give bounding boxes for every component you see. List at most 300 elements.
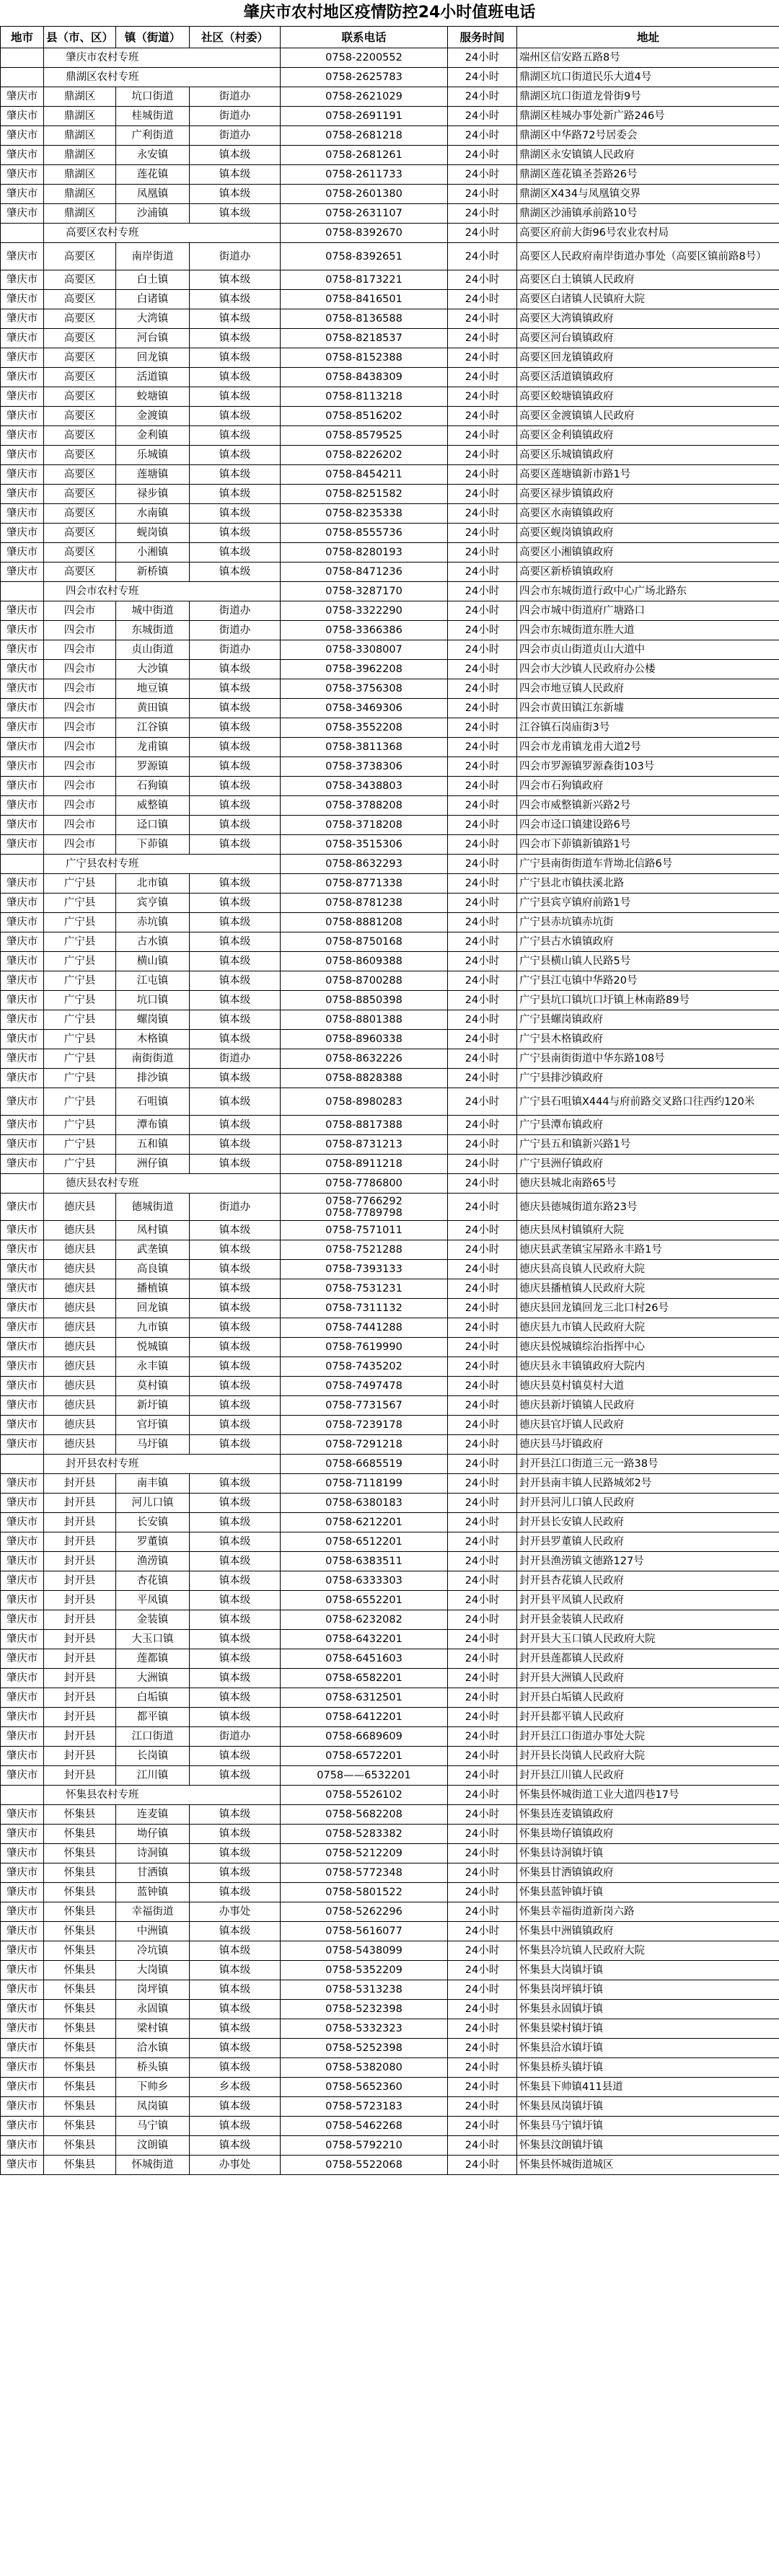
cell-service-time: 24小时: [448, 738, 517, 757]
cell-city: 肇庆市: [1, 1630, 44, 1649]
cell-county: 怀集县: [44, 1883, 116, 1902]
cell-town: 甘洒镇: [116, 1863, 190, 1883]
table-row: [1, 1494, 779, 1513]
cell-address: 广宁县横山镇人民路5号: [517, 952, 779, 971]
cell-phone: 0758-7571011: [281, 1221, 448, 1240]
cell-address: 高要区水南镇镇政府: [517, 504, 779, 524]
cell-community: 镇本级: [190, 738, 281, 757]
cell-phone: 0758-5522068: [281, 2156, 448, 2175]
cell-county: 怀集县: [44, 1805, 116, 1825]
cell-address: 高要区白土镇镇人民政府: [517, 270, 779, 290]
cell-town: 渔涝镇: [116, 1552, 190, 1571]
table-row: [1, 1961, 779, 1980]
table-row: [1, 2136, 779, 2156]
cell-service-time: 24小时: [448, 1727, 517, 1747]
cell-phone: 0758-6312501: [281, 1688, 448, 1708]
cell-community: 街道办: [190, 601, 281, 621]
table-row: [1, 1591, 779, 1610]
cell-town: 诗洞镇: [116, 1844, 190, 1863]
cell-county: 高要区: [44, 309, 116, 329]
cell-service-time: 24小时: [448, 2136, 517, 2156]
table-row: [1, 1571, 779, 1591]
cell-service-time: 24小时: [448, 368, 517, 387]
table-row: [1, 563, 779, 582]
cell-address: 高要区金利镇镇政府: [517, 426, 779, 446]
cell-county: 德庆县: [44, 1221, 116, 1240]
cell-town: 河儿口镇: [116, 1494, 190, 1513]
cell-address: 封开县江口街道三元一路38号: [517, 1455, 779, 1474]
cell-city: 肇庆市: [1, 524, 44, 543]
cell-service-time: 24小时: [448, 387, 517, 407]
cell-service-time: 24小时: [448, 107, 517, 126]
table-row: [1, 524, 779, 543]
cell-address: 高要区莲塘镇新市路1号: [517, 465, 779, 485]
table-row: [1, 1630, 779, 1649]
cell-county: 德庆县: [44, 1435, 116, 1455]
cell-address: 封开县杏花镇人民政府: [517, 1571, 779, 1591]
table-row: [1, 660, 779, 679]
table-row: [1, 582, 779, 601]
table-body: [1, 48, 779, 2175]
cell-community: 镇本级: [190, 446, 281, 465]
cell-city: 肇庆市: [1, 146, 44, 165]
cell-service-time: 24小时: [448, 1240, 517, 1260]
cell-community: 街道办: [190, 87, 281, 107]
table-row: [1, 204, 779, 224]
table-row: [1, 1766, 779, 1786]
cell-hotline-name: 四会市农村专班: [44, 582, 281, 601]
table-row: [1, 952, 779, 971]
cell-community: 镇本级: [190, 543, 281, 563]
cell-service-time: 24小时: [448, 1649, 517, 1669]
cell-address: 高要区禄步镇镇政府: [517, 485, 779, 504]
cell-town: 官圩镇: [116, 1416, 190, 1435]
cell-address: 四会市黄田镇江东新墟: [517, 699, 779, 718]
cell-phone: 0758-8438309: [281, 368, 448, 387]
cell-phone: 0758-5283382: [281, 1825, 448, 1844]
cell-service-time: 24小时: [448, 1010, 517, 1030]
cell-phone: 0758-7291218: [281, 1435, 448, 1455]
cell-county: 德庆县: [44, 1377, 116, 1396]
cell-town: 蓝钟镇: [116, 1883, 190, 1902]
cell-phone: 0758-8781238: [281, 894, 448, 913]
table-row: [1, 855, 779, 874]
cell-service-time: 24小时: [448, 1494, 517, 1513]
cell-phone: 0758-2691191: [281, 107, 448, 126]
cell-town: 南街街道: [116, 1049, 190, 1069]
table-row: [1, 543, 779, 563]
cell-phone: 0758-8555736: [281, 524, 448, 543]
cell-address: 封开县大洲镇人民政府: [517, 1669, 779, 1688]
header-town: 镇（街道）: [116, 27, 190, 48]
cell-community: 镇本级: [190, 1922, 281, 1941]
cell-town: 怀城街道: [116, 2156, 190, 2175]
cell-community: 镇本级: [190, 1980, 281, 2000]
table-row: [1, 1532, 779, 1552]
cell-phone: 0758-6380183: [281, 1494, 448, 1513]
cell-service-time: 24小时: [448, 1088, 517, 1116]
cell-phone: 0758-8801388: [281, 1010, 448, 1030]
cell-phone: 0758-5382080: [281, 2058, 448, 2078]
cell-hotline-name: 肇庆市农村专班: [44, 48, 281, 68]
cell-county: 怀集县: [44, 2097, 116, 2117]
cell-city: 肇庆市: [1, 1825, 44, 1844]
cell-city: 肇庆市: [1, 309, 44, 329]
cell-hotline-name: 鼎湖区农村专班: [44, 68, 281, 87]
cell-city: 肇庆市: [1, 426, 44, 446]
cell-service-time: 24小时: [448, 874, 517, 894]
cell-town: 冷坑镇: [116, 1941, 190, 1961]
cell-city: 肇庆市: [1, 270, 44, 290]
cell-city: 肇庆市: [1, 290, 44, 309]
cell-service-time: 24小时: [448, 465, 517, 485]
cell-service-time: 24小时: [448, 2058, 517, 2078]
cell-phone: 0758-6572201: [281, 1747, 448, 1766]
cell-service-time: 24小时: [448, 1571, 517, 1591]
table-row: [1, 1069, 779, 1088]
cell-service-time: 24小时: [448, 1922, 517, 1941]
cell-county: 怀集县: [44, 1980, 116, 2000]
table-row: [1, 1669, 779, 1688]
cell-service-time: 24小时: [448, 894, 517, 913]
cell-town: 莲都镇: [116, 1649, 190, 1669]
cell-community: 镇本级: [190, 777, 281, 796]
cell-phone: 0758-8416501: [281, 290, 448, 309]
cell-address: 怀集县冷坑镇人民政府大院: [517, 1941, 779, 1961]
cell-town: 莲塘镇: [116, 465, 190, 485]
cell-town: 城中街道: [116, 601, 190, 621]
cell-town: 禄步镇: [116, 485, 190, 504]
cell-address: 高要区蛟塘镇镇政府: [517, 387, 779, 407]
cell-town: 木格镇: [116, 1030, 190, 1049]
cell-town: 悦城镇: [116, 1338, 190, 1357]
cell-service-time: 24小时: [448, 126, 517, 146]
table-row: [1, 426, 779, 446]
cell-community: 镇本级: [190, 1135, 281, 1155]
cell-community: 镇本级: [190, 1416, 281, 1435]
cell-service-time: 24小时: [448, 2039, 517, 2058]
cell-county: 德庆县: [44, 1318, 116, 1338]
table-row: [1, 601, 779, 621]
cell-county: 怀集县: [44, 1863, 116, 1883]
cell-town: 九市镇: [116, 1318, 190, 1338]
cell-city: 肇庆市: [1, 1961, 44, 1980]
cell-service-time: 24小时: [448, 1630, 517, 1649]
table-row: [1, 2156, 779, 2175]
cell-phone: 0758-8632293: [281, 855, 448, 874]
cell-address: 怀集县中洲镇镇政府: [517, 1922, 779, 1941]
cell-city: 肇庆市: [1, 2136, 44, 2156]
cell-phone: 0758-5792210: [281, 2136, 448, 2156]
cell-address: 四会市石狗镇政府: [517, 777, 779, 796]
cell-county: 广宁县: [44, 874, 116, 894]
cell-phone: 0758-6432201: [281, 1630, 448, 1649]
cell-city: 肇庆市: [1, 563, 44, 582]
cell-town: 坑口街道: [116, 87, 190, 107]
cell-community: 镇本级: [190, 465, 281, 485]
cell-town: 潭布镇: [116, 1116, 190, 1135]
table-row: [1, 290, 779, 309]
cell-county: 怀集县: [44, 2019, 116, 2039]
cell-county: 鼎湖区: [44, 204, 116, 224]
cell-city: 肇庆市: [1, 543, 44, 563]
cell-county: 德庆县: [44, 1194, 116, 1221]
cell-city: [1, 1455, 44, 1474]
cell-phone: 0758-3308007: [281, 640, 448, 660]
cell-address: 怀集县汶朗镇圩镇: [517, 2136, 779, 2156]
cell-town: 莲花镇: [116, 165, 190, 185]
cell-city: 肇庆市: [1, 1377, 44, 1396]
cell-community: 镇本级: [190, 1649, 281, 1669]
cell-address: 江谷镇石岗庙街3号: [517, 718, 779, 738]
cell-town: 新圩镇: [116, 1396, 190, 1416]
cell-county: 四会市: [44, 777, 116, 796]
cell-town: 大洲镇: [116, 1669, 190, 1688]
cell-community: 镇本级: [190, 1338, 281, 1357]
cell-city: 肇庆市: [1, 107, 44, 126]
cell-community: 镇本级: [190, 1474, 281, 1494]
cell-town: 迳口镇: [116, 816, 190, 835]
table-row: [1, 1240, 779, 1260]
cell-service-time: 24小时: [448, 796, 517, 816]
cell-service-time: 24小时: [448, 640, 517, 660]
cell-service-time: 24小时: [448, 1766, 517, 1786]
cell-county: 高要区: [44, 485, 116, 504]
cell-service-time: 24小时: [448, 952, 517, 971]
cell-phone: 0758-2611733: [281, 165, 448, 185]
cell-service-time: 24小时: [448, 1552, 517, 1571]
cell-community: 镇本级: [190, 1630, 281, 1649]
table-header-row: [1, 27, 779, 48]
cell-address: 广宁县江屯镇中华路20号: [517, 971, 779, 991]
cell-city: 肇庆市: [1, 2000, 44, 2019]
cell-county: 四会市: [44, 757, 116, 777]
cell-phone: 0758-6383511: [281, 1552, 448, 1571]
cell-town: 凤村镇: [116, 1221, 190, 1240]
table-row: [1, 1513, 779, 1532]
cell-county: 德庆县: [44, 1299, 116, 1318]
cell-phone: 0758-8850398: [281, 991, 448, 1010]
cell-phone: 0758-6451603: [281, 1649, 448, 1669]
cell-county: 德庆县: [44, 1338, 116, 1357]
cell-town: 梁村镇: [116, 2019, 190, 2039]
table-row: [1, 835, 779, 855]
cell-town: 东城街道: [116, 621, 190, 640]
table-row: [1, 699, 779, 718]
table-row: [1, 1708, 779, 1727]
cell-county: 高要区: [44, 243, 116, 270]
cell-community: 镇本级: [190, 348, 281, 368]
cell-service-time: 24小时: [448, 1747, 517, 1766]
cell-city: [1, 1174, 44, 1194]
cell-city: 肇庆市: [1, 835, 44, 855]
cell-address: 广宁县排沙镇政府: [517, 1069, 779, 1088]
cell-address: 高要区回龙镇镇政府: [517, 348, 779, 368]
cell-address: 广宁县古水镇镇政府: [517, 932, 779, 952]
cell-town: 江口街道: [116, 1727, 190, 1747]
cell-county: 封开县: [44, 1494, 116, 1513]
cell-county: 广宁县: [44, 1135, 116, 1155]
cell-county: 高要区: [44, 387, 116, 407]
cell-service-time: 24小时: [448, 204, 517, 224]
cell-community: 办事处: [190, 2156, 281, 2175]
cell-phone: 0758-7393133: [281, 1260, 448, 1279]
cell-county: 德庆县: [44, 1357, 116, 1377]
cell-town: 中洲镇: [116, 1922, 190, 1941]
table-row: [1, 874, 779, 894]
cell-service-time: 24小时: [448, 243, 517, 270]
cell-town: 莫村镇: [116, 1377, 190, 1396]
cell-service-time: 24小时: [448, 835, 517, 855]
cell-community: 镇本级: [190, 1766, 281, 1786]
cell-city: 肇庆市: [1, 243, 44, 270]
cell-address: 怀集县连麦镇镇政府: [517, 1805, 779, 1825]
cell-phone: 0758-3322290: [281, 601, 448, 621]
table-row: [1, 407, 779, 426]
cell-service-time: 24小时: [448, 2019, 517, 2039]
cell-address: 广宁县木格镇政府: [517, 1030, 779, 1049]
cell-city: [1, 48, 44, 68]
cell-phone: 0758-6685519: [281, 1455, 448, 1474]
cell-phone: 0758-5313238: [281, 1980, 448, 2000]
cell-county: 高要区: [44, 348, 116, 368]
cell-service-time: 24小时: [448, 1961, 517, 1980]
cell-city: 肇庆市: [1, 1155, 44, 1174]
cell-city: 肇庆市: [1, 1513, 44, 1532]
cell-address: 广宁县北市镇扶溪北路: [517, 874, 779, 894]
cell-address: 德庆县新圩镇镇人民政府: [517, 1396, 779, 1416]
cell-address: 高要区府前大街96号农业农村局: [517, 224, 779, 243]
table-row: [1, 465, 779, 485]
table-row: [1, 1174, 779, 1194]
cell-service-time: 24小时: [448, 1279, 517, 1299]
cell-service-time: 24小时: [448, 348, 517, 368]
cell-community: 镇本级: [190, 1155, 281, 1174]
cell-community: 镇本级: [190, 913, 281, 932]
cell-community: 镇本级: [190, 329, 281, 348]
cell-community: 镇本级: [190, 1961, 281, 1980]
table-row: [1, 1941, 779, 1961]
table-row: [1, 1416, 779, 1435]
cell-address: 怀集县大岗镇圩镇: [517, 1961, 779, 1980]
cell-service-time: 24小时: [448, 582, 517, 601]
cell-city: 肇庆市: [1, 1591, 44, 1610]
cell-county: 广宁县: [44, 1069, 116, 1088]
table-row: [1, 126, 779, 146]
cell-address: 封开县白垢镇人民政府: [517, 1688, 779, 1708]
table-row: [1, 1863, 779, 1883]
cell-community: 镇本级: [190, 1805, 281, 1825]
table-row: [1, 309, 779, 329]
cell-town: 都平镇: [116, 1708, 190, 1727]
cell-town: 石咀镇: [116, 1088, 190, 1116]
cell-address: 高要区人民政府南岸街道办事处（高要区镇前路8号）: [517, 243, 779, 270]
cell-service-time: 24小时: [448, 1708, 517, 1727]
cell-phone: 0758-8960338: [281, 1030, 448, 1049]
cell-hotline-name: 怀集县农村专班: [44, 1786, 281, 1805]
cell-address: 广宁县赤坑镇赤坑街: [517, 913, 779, 932]
cell-community: 镇本级: [190, 185, 281, 204]
cell-address: 德庆县武垄镇宝屋路永丰路1号: [517, 1240, 779, 1260]
table-row: [1, 971, 779, 991]
cell-city: 肇庆市: [1, 1863, 44, 1883]
cell-community: 镇本级: [190, 368, 281, 387]
cell-town: 播植镇: [116, 1279, 190, 1299]
cell-address: 鼎湖区莲花镇圣荟路26号: [517, 165, 779, 185]
cell-city: 肇庆市: [1, 446, 44, 465]
cell-community: 镇本级: [190, 932, 281, 952]
cell-town: 长安镇: [116, 1513, 190, 1532]
table-row: [1, 913, 779, 932]
cell-county: 鼎湖区: [44, 185, 116, 204]
cell-community: 镇本级: [190, 1941, 281, 1961]
header-city: 地市: [1, 27, 44, 48]
cell-phone: 0758-3811368: [281, 738, 448, 757]
cell-town: 下帅乡: [116, 2078, 190, 2097]
cell-phone: 0758——6532201: [281, 1766, 448, 1786]
cell-community: 镇本级: [190, 309, 281, 329]
cell-city: 肇庆市: [1, 1088, 44, 1116]
cell-phone: 0758-6333303: [281, 1571, 448, 1591]
cell-service-time: 24小时: [448, 1532, 517, 1552]
cell-community: 镇本级: [190, 1260, 281, 1279]
cell-service-time: 24小时: [448, 543, 517, 563]
cell-town: 洽水镇: [116, 2039, 190, 2058]
cell-phone: 0758-3738306: [281, 757, 448, 777]
cell-city: 肇庆市: [1, 504, 44, 524]
cell-service-time: 24小时: [448, 1396, 517, 1416]
cell-service-time: 24小时: [448, 165, 517, 185]
table-row: [1, 446, 779, 465]
cell-city: 肇庆市: [1, 1338, 44, 1357]
cell-city: [1, 582, 44, 601]
cell-address: 四会市下茆镇新镇路1号: [517, 835, 779, 855]
cell-community: 镇本级: [190, 485, 281, 504]
table-row: [1, 1727, 779, 1747]
cell-phone: 0758-5723183: [281, 2097, 448, 2117]
cell-phone: 0758-8609388: [281, 952, 448, 971]
cell-phone: 0758-2601380: [281, 185, 448, 204]
cell-phone: 0758-5332323: [281, 2019, 448, 2039]
cell-service-time: 24小时: [448, 1357, 517, 1377]
cell-community: 办事处: [190, 1902, 281, 1922]
table-row: [1, 185, 779, 204]
cell-county: 高要区: [44, 426, 116, 446]
cell-town: 新桥镇: [116, 563, 190, 582]
table-row: [1, 1883, 779, 1902]
cell-community: 镇本级: [190, 2097, 281, 2117]
cell-county: 德庆县: [44, 1240, 116, 1260]
cell-town: 大岗镇: [116, 1961, 190, 1980]
cell-city: 肇庆市: [1, 407, 44, 426]
cell-community: 镇本级: [190, 2136, 281, 2156]
cell-phone: 0758-3366386: [281, 621, 448, 640]
cell-phone: 0758-3515306: [281, 835, 448, 855]
cell-city: [1, 855, 44, 874]
cell-city: [1, 224, 44, 243]
cell-address: 德庆县莫村镇莫村大道: [517, 1377, 779, 1396]
cell-phone: 0758-8454211: [281, 465, 448, 485]
cell-service-time: 24小时: [448, 601, 517, 621]
cell-service-time: 24小时: [448, 1455, 517, 1474]
cell-service-time: 24小时: [448, 1221, 517, 1240]
cell-phone: 0758-5438099: [281, 1941, 448, 1961]
cell-community: 镇本级: [190, 1863, 281, 1883]
cell-address: 端州区信安路五路8号: [517, 48, 779, 68]
cell-city: 肇庆市: [1, 621, 44, 640]
cell-phone: 0758-8817388: [281, 1116, 448, 1135]
cell-phone: 0758-2621029: [281, 87, 448, 107]
